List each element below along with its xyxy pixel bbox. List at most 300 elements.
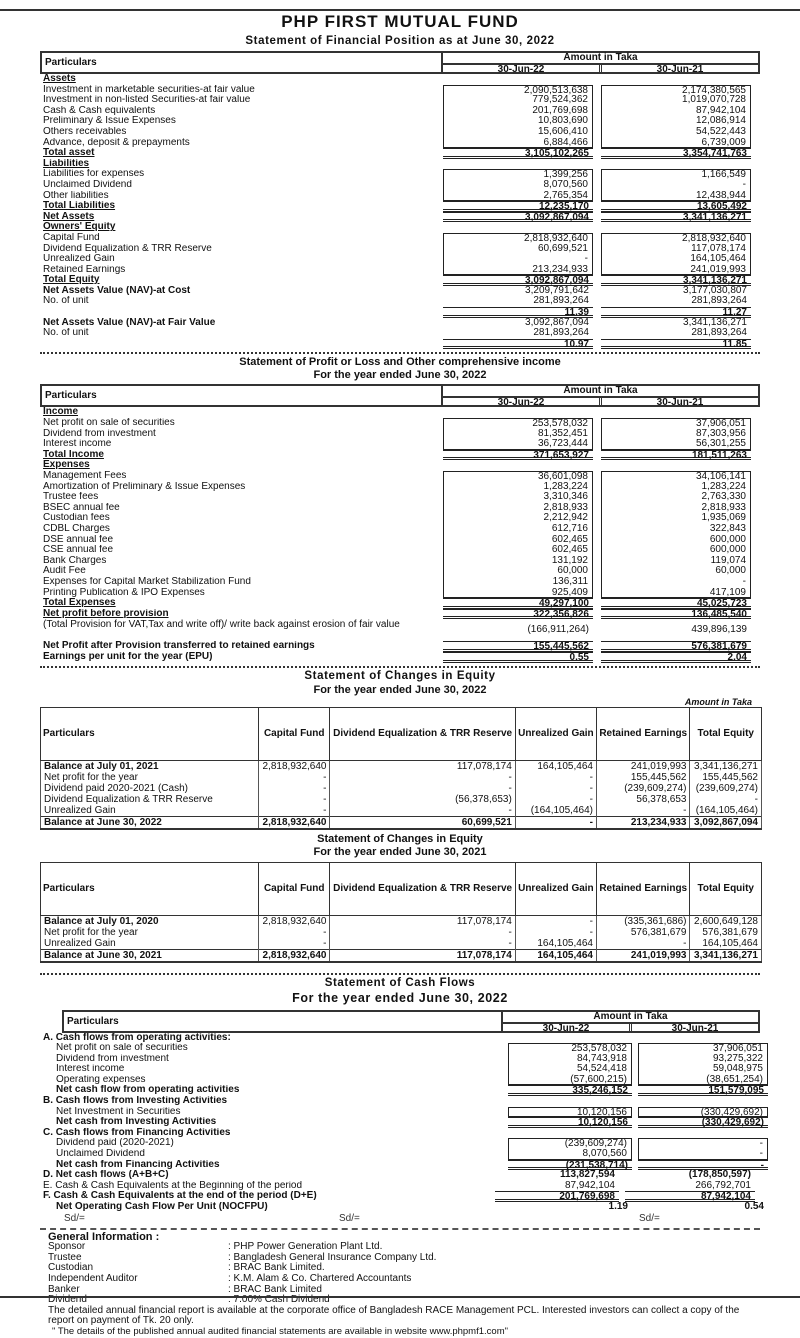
value-prior-year: 2,818,933 (601, 503, 751, 514)
row-label: Unrealized Gain (41, 805, 259, 817)
value-prior-year: 87,303,956 (601, 429, 751, 440)
cell-value: 241,019,993 (596, 949, 690, 962)
header-particulars: Particulars (64, 1012, 503, 1031)
value-prior-year: 1,935,069 (601, 513, 751, 524)
info-key: Dividend (48, 1294, 87, 1306)
cell-value: - (330, 927, 515, 938)
column-header: Particulars (41, 707, 259, 760)
cell-value: (164,105,464) (515, 805, 596, 817)
header-particulars: Particulars (42, 386, 443, 405)
cell-value: - (596, 805, 690, 817)
cell-value: 164,105,464 (515, 938, 596, 950)
value-current-year: 1,283,224 (443, 482, 593, 493)
value-prior-year: 11.85 (601, 339, 751, 350)
value-current-year: 253,578,032 (508, 1043, 632, 1054)
cell-value: (239,609,274) (596, 783, 690, 794)
row-label: Income (43, 407, 79, 418)
row-label: C. Cash flows from Financing Activities (43, 1127, 231, 1138)
table-row (41, 816, 762, 829)
cell-value: 3,341,136,271 (690, 760, 762, 772)
cell-value: 3,092,867,094 (690, 816, 762, 829)
value-current-year: 0.55 (443, 652, 593, 663)
row-label: Net cash from Investing Activities (56, 1117, 217, 1128)
value-current-year: 3,310,346 (443, 492, 593, 503)
value-current-year: 201,769,698 (495, 1191, 619, 1202)
column-header: Unrealized Gain (515, 862, 596, 915)
value-current-year: (57,600,215) (508, 1075, 632, 1086)
row-label: No. of unit (43, 296, 89, 307)
statement-row (40, 244, 760, 255)
statement-row (40, 1033, 760, 1044)
cashflow-title: Statement of Cash Flows (324, 976, 476, 989)
value-prior-year: 37,906,051 (638, 1043, 768, 1054)
row-label: DSE annual fee (43, 534, 114, 545)
cell-value: 576,381,679 (596, 927, 690, 938)
info-value: : BRAC Bank Limited (228, 1283, 322, 1295)
value-current-year: 779,524,362 (443, 95, 593, 106)
value-current-year: 612,716 (443, 524, 593, 535)
cell-value: - (330, 938, 515, 950)
statement-row (40, 641, 760, 652)
statement-row (40, 609, 760, 620)
value-prior-year: 0.54 (744, 1201, 764, 1212)
cell-value: (164,105,464) (690, 805, 762, 817)
row-label: Dividend paid 2020-2021 (Cash) (41, 783, 259, 794)
row-label: E. Cash & Cash Equivalents at the Beginning of the period (43, 1180, 303, 1191)
dashed-divider (40, 1228, 760, 1230)
profit-loss-rows (40, 407, 760, 662)
value-prior-year: 241,019,993 (601, 265, 751, 276)
row-label: Net Assets Value (NAV)-at Fair Value (43, 317, 216, 328)
value-current-year: 11.39 (443, 307, 593, 318)
statement-row (40, 106, 760, 117)
row-label: BSEC annual fee (43, 502, 120, 513)
row-label: Cash & Cash equivalents (43, 105, 156, 116)
row-label: Dividend from investment (43, 428, 156, 439)
dotted-divider (40, 352, 760, 354)
row-label: Other liabilities (43, 190, 109, 201)
equity-2021-title: Statement of Changes in Equity (317, 832, 483, 845)
value-current-year: 10,120,156 (508, 1117, 632, 1128)
statement-row (40, 339, 760, 350)
row-label: Balance at June 30, 2022 (41, 816, 259, 829)
statement-row (40, 191, 760, 202)
fund-title: PHP FIRST MUTUAL FUND (281, 12, 519, 31)
value-prior-year: 3,354,741,763 (601, 148, 751, 159)
value-current-year: 3,092,867,094 (525, 316, 589, 328)
table-header (40, 51, 760, 74)
statement-row (40, 1117, 764, 1129)
row-label: Retained Earnings (43, 264, 126, 275)
value-prior-year: 45,025,723 (601, 598, 751, 609)
row-label: Net profit on sale of securities (43, 418, 175, 429)
row-label: Liabilities for expenses (43, 169, 145, 180)
cell-value: 164,105,464 (690, 938, 762, 950)
row-label: Total Income (43, 449, 104, 460)
value-prior-year: 2,763,330 (601, 492, 751, 503)
cell-value: - (515, 794, 596, 805)
row-label: Total Equity (43, 275, 100, 286)
value-current-year: 201,769,698 (443, 106, 593, 117)
value-current-year: 8,070,560 (443, 180, 593, 191)
row-label: Balance at July 01, 2021 (41, 760, 259, 772)
statement-row (40, 1138, 763, 1150)
cell-value: - (515, 772, 596, 783)
table-row (41, 760, 762, 772)
cell-value: - (515, 915, 596, 927)
cell-value: - (259, 805, 330, 817)
value-prior-year: 151,579,095 (638, 1085, 768, 1096)
value-prior-year: 1,283,224 (601, 482, 751, 493)
table-row (41, 794, 762, 805)
value-prior-year: 281,893,264 (691, 327, 747, 339)
value-current-year: 60,000 (443, 566, 593, 577)
cell-value: 164,105,464 (515, 760, 596, 772)
info-value: : 7.00% Cash Dividend (228, 1294, 330, 1306)
info-item (48, 1285, 760, 1296)
value-current-year: - (443, 254, 593, 265)
value-prior-year: 417,109 (601, 588, 751, 599)
statement-row (40, 450, 760, 461)
row-label: (Total Provision for VAT,Tax and write off)/ write back against erosion of fair value (43, 619, 400, 631)
value-prior-year: 1,166,549 (601, 169, 751, 180)
statement-row (40, 524, 760, 535)
info-key: Trustee (48, 1251, 82, 1263)
value-current-year: 12,235,170 (443, 201, 593, 212)
info-value: : PHP Power Generation Plant Ltd. (228, 1241, 383, 1253)
row-label: Interest income (56, 1064, 125, 1075)
cell-value: - (330, 772, 515, 783)
value-current-year: 3,105,102,265 (443, 148, 593, 159)
value-prior-year: 13,605,492 (601, 201, 751, 212)
value-current-year: 136,311 (443, 577, 593, 588)
financial-statement-page (40, 0, 764, 1338)
report-note: The detailed annual financial report is available at the corporate office of Bangladesh RACE Management PCL. Interested investors can collect a copy of the report on payment of Tk. 20 only. (48, 1304, 740, 1327)
statement-row (40, 1159, 764, 1171)
statement-row (40, 116, 760, 127)
row-label: Net Operating Cash Flow Per Unit (NOCFPU) (56, 1202, 268, 1212)
position-rows (40, 74, 760, 349)
statement-row (40, 1063, 763, 1075)
website-note: " The details of the published annual audited financial statements are available in website www.phpmf1.com" (52, 1325, 508, 1337)
statement-row (40, 1170, 760, 1181)
cell-value: - (596, 938, 690, 950)
row-label: Others receivables (43, 126, 127, 137)
value-prior-year: 56,301,255 (601, 439, 751, 450)
row-label: Printing Publication & IPO Expenses (43, 587, 205, 598)
cell-value: - (690, 794, 762, 805)
header-amount: Amount in Taka (443, 53, 758, 65)
row-label: Management Fees (43, 471, 127, 481)
value-prior-year: (330,429,692) (638, 1117, 768, 1128)
value-prior-year: 6,739,009 (601, 138, 751, 149)
header-col1: 30-Jun-22 (443, 65, 602, 74)
statement-row (40, 439, 760, 450)
cell-value: 56,378,653 (596, 794, 690, 805)
value-current-year: 281,893,264 (533, 327, 589, 339)
statement-row (40, 598, 760, 609)
statement-row (40, 577, 760, 588)
column-header: Unrealized Gain (515, 707, 596, 760)
pl-subtitle: For the year ended June 30, 2022 (313, 369, 487, 382)
cell-value: 2,818,932,640 (259, 949, 330, 962)
statement-row (40, 275, 760, 286)
row-label: Net Assets Value (NAV)-at Cost (43, 285, 191, 296)
statement-row (40, 1201, 764, 1213)
column-header: Dividend Equalization & TRR Reserve (330, 707, 515, 760)
equity-2021-subtitle: For the year ended June 30, 2021 (313, 845, 487, 858)
value-prior-year: 117,078,174 (601, 244, 751, 255)
value-prior-year: 181,511,263 (601, 450, 751, 461)
cell-value: (239,609,274) (690, 783, 762, 794)
row-label: Net cash from Financing Activities (56, 1159, 220, 1170)
statement-row (40, 201, 760, 212)
statement-row (40, 265, 760, 276)
cell-value: - (259, 783, 330, 794)
info-item (48, 1274, 760, 1285)
value-prior-year: 281,893,264 (691, 295, 747, 307)
statement-row (40, 1148, 763, 1160)
value-current-year: 10.97 (443, 339, 593, 350)
statement-row (40, 513, 760, 524)
value-current-year: 2,818,933 (443, 503, 593, 514)
row-label: Dividend Equalization & TRR Reserve (41, 794, 259, 805)
signature: Sd/= (639, 1212, 660, 1224)
value-current-year: 602,465 (443, 545, 593, 556)
cell-value: - (330, 805, 515, 817)
row-label: Unclaimed Dividend (43, 179, 132, 190)
statement-row (40, 74, 760, 85)
row-label: Earnings per unit for the year (EPU) (43, 651, 213, 662)
row-label: Liabilities (43, 158, 90, 169)
row-label: Total Liabilities (43, 201, 116, 212)
cell-value: 3,341,136,271 (690, 949, 762, 962)
value-prior-year: 2,818,932,640 (601, 233, 751, 244)
value-current-year: 6,884,466 (443, 138, 593, 149)
statement-row (40, 159, 760, 170)
dotted-divider (40, 973, 760, 975)
column-header: Dividend Equalization & TRR Reserve (330, 862, 515, 915)
cell-value: - (259, 927, 330, 938)
column-header: Retained Earnings (596, 862, 690, 915)
header-amount: Amount in Taka (503, 1012, 758, 1024)
row-label: Net profit before provision (43, 608, 169, 619)
statement-row (40, 1052, 763, 1065)
row-label: D. Net cash flows (A+B+C) (43, 1170, 169, 1181)
value-prior-year: - (601, 180, 751, 191)
value-current-year: 81,352,451 (443, 429, 593, 440)
row-label: Total asset (43, 148, 95, 159)
statement-row (40, 1096, 760, 1107)
row-label: B. Cash flows from Investing Activities (43, 1096, 228, 1107)
row-label: Dividend Equalization & TRR Reserve (43, 243, 212, 254)
pl-title: Statement of Profit or Loss and Other comprehensive income (239, 356, 561, 369)
table-row (41, 938, 762, 950)
changes-in-equity-2021-table (40, 862, 762, 963)
statement-row (40, 492, 760, 503)
statement-row (40, 1191, 760, 1202)
row-label: CDBL Charges (43, 523, 110, 534)
cell-value: (56,378,653) (330, 794, 515, 805)
value-current-year: 253,578,032 (443, 418, 593, 429)
profit-loss-table (40, 384, 760, 662)
cell-value: 2,818,932,640 (259, 816, 330, 829)
value-prior-year: (38,651,254) (638, 1075, 768, 1086)
statement-row (40, 460, 760, 471)
row-label: Balance at June 30, 2021 (41, 949, 259, 962)
cell-value: 155,445,562 (690, 772, 762, 783)
column-header: Capital Fund (259, 707, 330, 760)
financial-position-table (40, 51, 760, 349)
row-label: Dividend paid (2020-2021) (56, 1138, 174, 1149)
row-label: Dividend from investment (56, 1053, 169, 1064)
statement-row (40, 418, 760, 429)
row-label: Net Investment in Securities (56, 1106, 181, 1117)
header-col2: 30-Jun-21 (671, 1022, 719, 1034)
info-value: : BRAC Bank Limited. (228, 1262, 325, 1274)
row-label: Interest income (43, 439, 112, 450)
value-current-year: 131,192 (443, 556, 593, 567)
table-row (41, 927, 762, 938)
row-label: Total Expenses (43, 598, 116, 609)
bottom-rule (0, 1296, 800, 1298)
cell-value: - (515, 927, 596, 938)
cell-value: 2,818,932,640 (259, 915, 330, 927)
value-prior-year: 600,000 (601, 545, 751, 556)
value-prior-year: 60,000 (601, 566, 751, 577)
row-label: Investment in marketable securities-at fair value (43, 84, 255, 95)
row-label: Preliminary & Issue Expenses (43, 116, 176, 127)
value-current-year: 15,606,410 (443, 127, 593, 138)
value-prior-year: 93,275,322 (638, 1054, 768, 1065)
cell-value: 117,078,174 (330, 915, 515, 927)
cell-value: 576,381,679 (690, 927, 762, 938)
row-label: Unrealized Gain (43, 254, 115, 265)
value-current-year: 10,120,156 (508, 1107, 632, 1118)
statement-row (40, 233, 760, 244)
value-current-year: 87,942,104 (564, 1179, 615, 1191)
value-prior-year: 439,896,139 (691, 624, 747, 636)
value-current-year: 54,524,418 (508, 1064, 632, 1075)
value-current-year: (239,609,274) (508, 1138, 632, 1149)
table-row (41, 772, 762, 783)
column-header: Retained Earnings (596, 707, 690, 760)
value-current-year: 10,803,690 (443, 116, 593, 127)
row-label: Amortization of Preliminary & Issue Expenses (43, 481, 246, 492)
value-current-year: 213,234,933 (443, 265, 593, 276)
value-current-year: 3,209,791,642 (525, 284, 589, 296)
value-current-year: 155,445,562 (443, 641, 593, 652)
cell-value: 60,699,521 (330, 816, 515, 829)
cell-value: - (515, 783, 596, 794)
row-label: Owners' Equity (43, 222, 116, 233)
equity-2022-title: Statement of Changes in Equity (304, 669, 496, 682)
value-current-year: 36,601,098 (443, 471, 593, 482)
value-prior-year: 119,074 (601, 556, 751, 567)
value-prior-year: 576,381,679 (601, 641, 751, 652)
statement-row (40, 566, 760, 577)
statement-row (40, 127, 760, 138)
value-current-year: 8,070,560 (508, 1149, 632, 1160)
row-label: Custodian fees (43, 513, 110, 524)
value-current-year: 335,246,152 (508, 1085, 632, 1096)
cell-value: 117,078,174 (330, 949, 515, 962)
table-row (41, 949, 762, 962)
cell-value: - (259, 794, 330, 805)
statement-row (40, 169, 760, 180)
value-current-year: 113,827,594 (559, 1169, 615, 1181)
statement-row (40, 328, 760, 339)
row-label: Expenses (43, 460, 90, 471)
row-label: Trustee fees (43, 492, 99, 503)
value-current-year: 1.19 (608, 1201, 628, 1212)
row-label: Operating expenses (56, 1074, 146, 1085)
value-prior-year: 136,485,540 (601, 609, 751, 620)
statement-row (40, 429, 760, 440)
row-label: CSE annual fee (43, 545, 114, 556)
value-prior-year: 11.27 (601, 307, 751, 318)
value-prior-year: 3,341,136,271 (601, 275, 751, 286)
value-current-year: 602,465 (443, 535, 593, 546)
value-current-year: (231,538,714) (508, 1160, 632, 1171)
info-key: Banker (48, 1283, 80, 1295)
statement-row (40, 222, 760, 233)
row-label: Audit Fee (43, 566, 86, 577)
value-prior-year: - (638, 1149, 768, 1160)
row-label: No. of unit (43, 328, 89, 339)
statement-row (40, 254, 760, 265)
value-current-year: 2,090,513,638 (443, 85, 593, 96)
statement-row (40, 286, 760, 297)
statement-row (40, 148, 760, 159)
statement-row (40, 1073, 763, 1086)
statement-row (40, 95, 760, 106)
statement-row (40, 212, 760, 223)
row-label: Advance, deposit & prepayments (43, 137, 190, 148)
value-prior-year: 2,174,380,565 (601, 85, 751, 96)
value-prior-year: 1,019,070,728 (601, 95, 751, 106)
value-prior-year: 59,048,975 (638, 1064, 768, 1075)
column-header: Capital Fund (259, 862, 330, 915)
value-prior-year: 600,000 (601, 535, 751, 546)
statement-row (40, 407, 760, 418)
value-prior-year: 3,341,136,271 (601, 212, 751, 223)
value-current-year: (166,911,264) (527, 624, 589, 636)
statement-row (40, 471, 760, 482)
changes-in-equity-2022-table (40, 707, 762, 830)
statement-row (40, 318, 760, 329)
row-label: Net profit for the year (41, 927, 259, 938)
value-current-year: 60,699,521 (443, 244, 593, 255)
cell-value: (335,361,686) (596, 915, 690, 927)
signature-row (40, 1213, 760, 1225)
row-label: Assets (43, 74, 76, 84)
statement-row (40, 619, 760, 641)
value-prior-year: 87,942,104 (601, 106, 751, 117)
statement-row (40, 482, 760, 493)
header-col2: 30-Jun-21 (656, 397, 704, 409)
cell-value: 2,818,932,640 (259, 760, 330, 772)
value-current-year: 49,297,100 (443, 598, 593, 609)
value-current-year: 3,092,867,094 (443, 275, 593, 286)
signature: Sd/= (339, 1212, 360, 1224)
cell-value: 241,019,993 (596, 760, 690, 772)
statement-row (40, 545, 760, 556)
value-current-year: 322,356,826 (443, 609, 593, 620)
info-value: : K.M. Alam & Co. Chartered Accountants (228, 1272, 412, 1284)
header-col1: 30-Jun-22 (503, 1024, 632, 1033)
column-header: Total Equity (690, 707, 762, 760)
